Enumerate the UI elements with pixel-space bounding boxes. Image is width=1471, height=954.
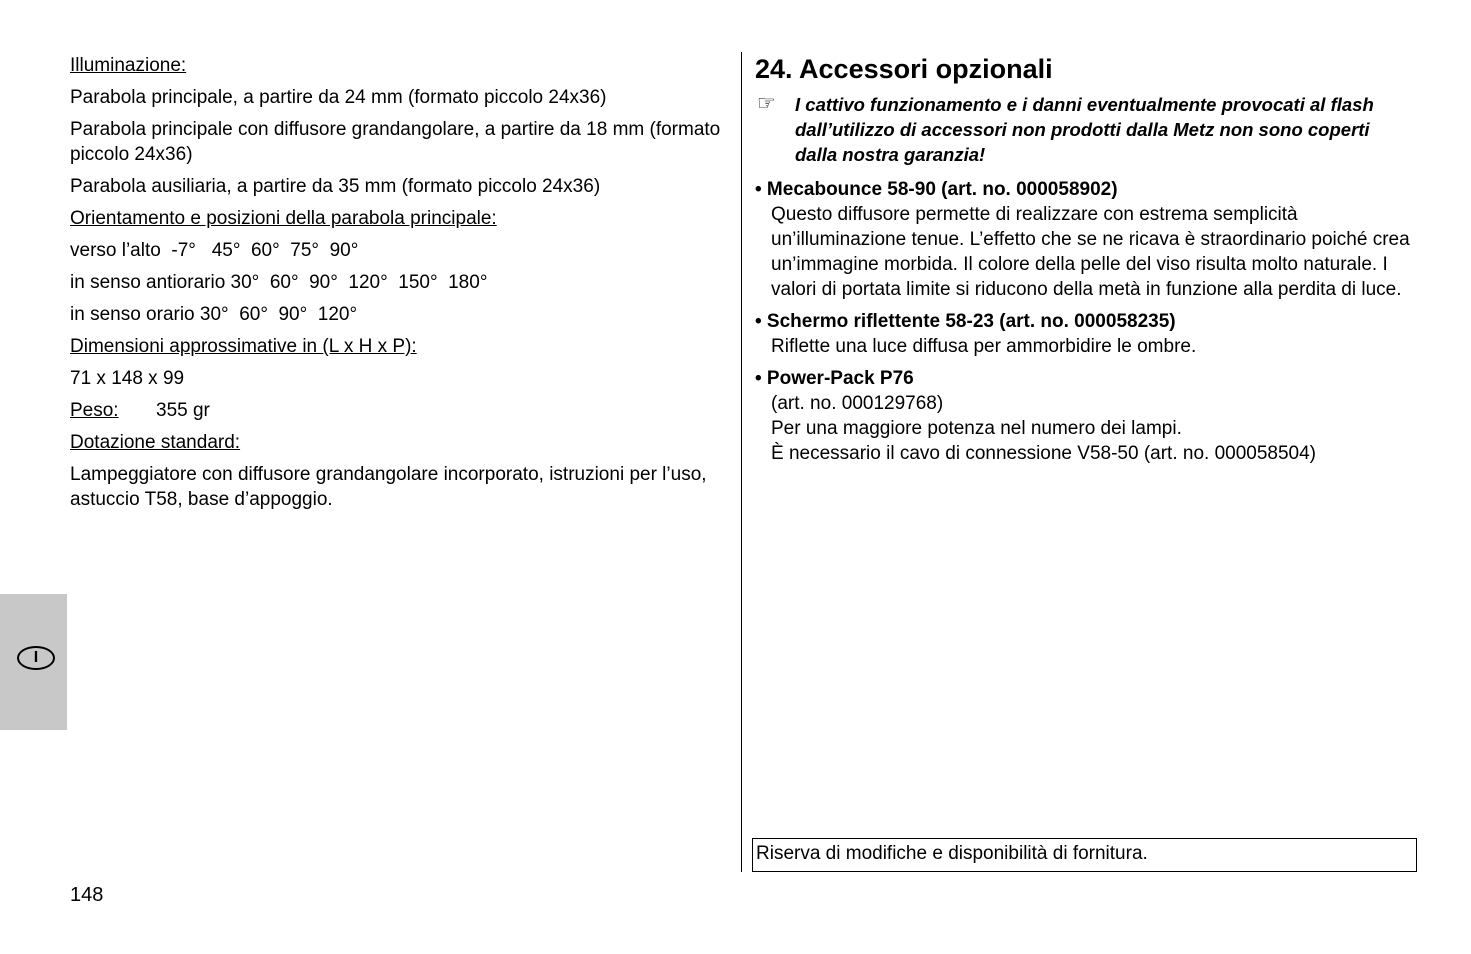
- dotazione-heading: Dotazione standard:: [70, 432, 241, 453]
- right-column: [755, 52, 1415, 473]
- accessory-description: (art. no. 000129768): [771, 393, 944, 414]
- peso-value: 355 gr: [156, 400, 210, 421]
- accessory-title: • Mecabounce 58-90 (art. no. 000058902): [755, 179, 1118, 200]
- orientamento-line: verso l’alto -7° 45° 60° 75° 90°: [70, 240, 359, 261]
- column-divider: [741, 52, 742, 872]
- illuminazione-heading: Illuminazione:: [70, 55, 187, 76]
- footer-note: Riserva di modifiche e disponibilità di fornitura.: [752, 838, 1417, 872]
- language-tab-label: I: [17, 646, 55, 670]
- dimensioni-heading: Dimensioni approssimative in (L x H x P):: [70, 336, 417, 357]
- illuminazione-line: Parabola ausiliaria, a partire da 35 mm (formato piccolo 24x36): [70, 176, 601, 197]
- section-title: 24. Accessori opzionali: [755, 54, 1053, 84]
- orientamento-heading: Orientamento e posizioni della parabola principale:: [70, 208, 497, 229]
- accessory-description: È necessario il cavo di connessione V58-50 (art. no. 000058504): [771, 443, 1317, 464]
- orientamento-line: in senso orario 30° 60° 90° 120°: [70, 304, 358, 325]
- accessory-item: [755, 177, 1415, 302]
- left-column: [70, 53, 725, 519]
- accessory-title: • Schermo riflettente 58-23 (art. no. 000058235): [755, 311, 1176, 332]
- accessory-item: [755, 366, 1415, 466]
- illuminazione-line: Parabola principale, a partire da 24 mm (formato piccolo 24x36): [70, 87, 607, 108]
- accessory-description: Per una maggiore potenza nel numero dei lampi.: [771, 418, 1182, 439]
- page-number: 148: [70, 884, 104, 906]
- accessory-title: • Power-Pack P76: [755, 368, 914, 389]
- illuminazione-line: Parabola principale con diffusore grandangolare, a partire da 18 mm (formato piccolo 24x36): [70, 119, 721, 165]
- dimensioni-value: 71 x 148 x 99: [70, 368, 185, 389]
- accessory-description: Questo diffusore permette di realizzare con estrema semplicità un’illuminazione tenue. L’effetto che se ne ricava è straordinario poiché crea un’immagine morbida. Il colore della pelle del viso risulta molto naturale. I valori di portata limite si riducono della metà in funzione alla perdita di luce.: [771, 204, 1410, 300]
- peso-label: Peso:: [70, 400, 119, 421]
- warranty-note: [755, 92, 1415, 167]
- dotazione-text: Lampeggiatore con diffusore grandangolare incorporato, istruzioni per l’uso, astuccio T58, base d’appoggio.: [70, 464, 707, 510]
- pointing-hand-icon: ☞: [757, 92, 776, 115]
- accessory-description: Riflette una luce diffusa per ammorbidire le ombre.: [771, 336, 1197, 357]
- warranty-note-text: I cattivo funzionamento e i danni eventualmente provocati al flash dall’utilizzo di accessori non prodotti dalla Metz non sono coperti dalla nostra garanzia!: [795, 94, 1374, 165]
- orientamento-line: in senso antiorario 30° 60° 90° 120° 150° 180°: [70, 272, 488, 293]
- accessory-item: [755, 309, 1415, 359]
- peso-row: [70, 398, 725, 423]
